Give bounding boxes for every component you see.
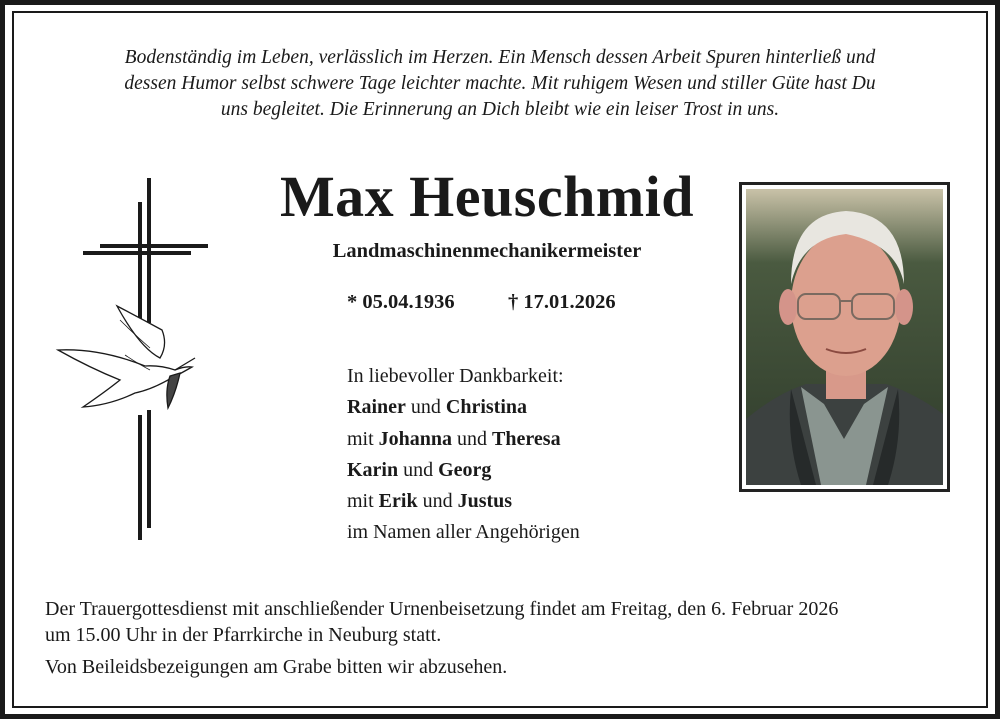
service-text: um 15.00 Uhr in der Pfarrkirche in Neuburg statt. <box>45 624 442 646</box>
family-name: Erik <box>378 490 418 513</box>
quote-line: dessen Humor selbst schwere Tage leichter machte. Mit ruhigem Wesen und stiller Güte hast Du <box>124 73 876 94</box>
portrait-photo <box>739 182 950 492</box>
birth-date: * 05.04.1936 <box>347 291 455 313</box>
family-name: Justus <box>457 490 513 513</box>
condolence-note: Von Beileidsbezeigungen am Grabe bitten wir abzusehen. <box>45 656 508 678</box>
family-name: Theresa <box>492 427 561 450</box>
death-date: † 17.01.2026 <box>508 291 616 313</box>
family-name: Karin <box>347 458 399 481</box>
conjunction: und <box>398 458 439 481</box>
family-name: Christina <box>445 396 528 419</box>
quote-line: uns begleitet. Die Erinnerung an Dich bleibt wie ein leiser Trost in uns. <box>220 99 780 120</box>
deceased-name: Max Heuschmid <box>279 164 695 229</box>
family-line <box>347 486 580 517</box>
family-line <box>347 392 580 423</box>
service-text: Der Trauergottesdienst mit anschließender Urnenbeisetzung findet am Freitag, den 6. Februar 2026 <box>45 598 839 620</box>
memorial-quote <box>40 45 960 123</box>
preposition: mit <box>347 427 379 450</box>
family-line <box>347 424 580 455</box>
portrait-image <box>746 189 943 485</box>
dove-icon <box>58 306 195 408</box>
conjunction: und <box>452 427 493 450</box>
family-line <box>347 455 580 486</box>
preposition: mit <box>347 490 379 513</box>
family-outro: im Namen aller Angehörigen <box>347 521 580 544</box>
cross-with-dove-icon <box>50 170 220 550</box>
conjunction: und <box>405 396 446 419</box>
family-name: Johanna <box>378 427 453 450</box>
family-list <box>347 361 580 549</box>
family-name: Georg <box>438 458 492 481</box>
service-info <box>45 596 965 680</box>
occupation: Landmaschinenmechanikermeister <box>332 240 642 262</box>
conjunction: und <box>417 490 458 513</box>
family-name: Rainer <box>347 396 406 419</box>
quote-line: Bodenständig im Leben, verlässlich im Herzen. Ein Mensch dessen Arbeit Spuren hinterließ und <box>124 47 876 68</box>
family-intro: In liebevoller Dankbarkeit: <box>347 365 564 387</box>
